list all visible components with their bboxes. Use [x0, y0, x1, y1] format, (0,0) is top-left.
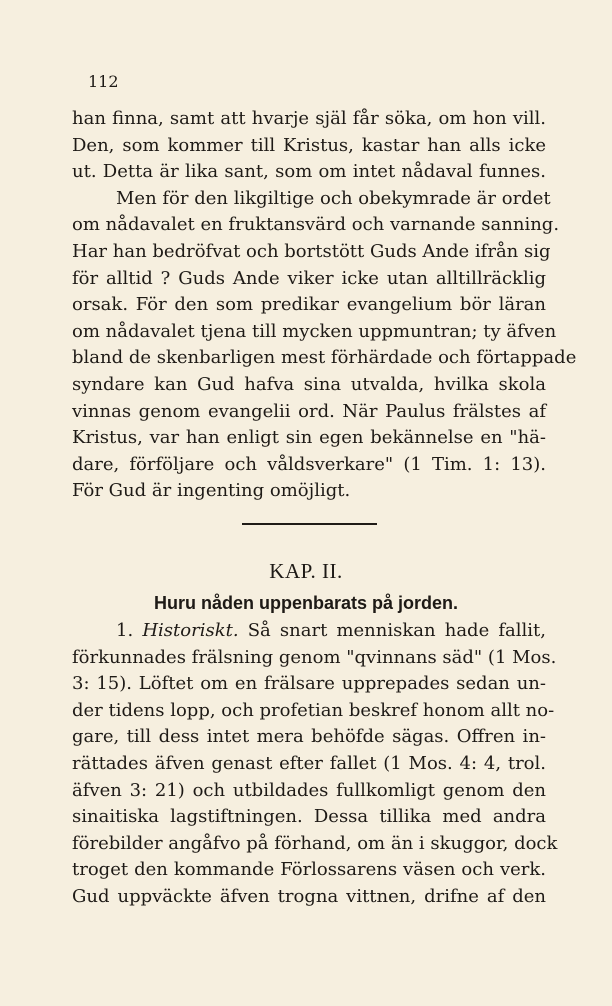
paragraph-line: Kristus, var han enligt sin egen bekännelse en "hä-: [72, 427, 546, 449]
paragraph-line: 3: 15). Löftet om en frälsare upprepades sedan un-: [72, 673, 546, 695]
paragraph-line: orsak. För den som predikar evangelium bör läran: [72, 294, 546, 316]
paragraph-line: För Gud är ingenting omöjligt.: [72, 480, 351, 502]
paragraph-line: gare, till dess intet mera behöfde sägas. Offren in-: [72, 726, 546, 748]
paragraph-line: äfven 3: 21) och utbildades fullkomligt genom den: [72, 779, 546, 801]
section-number: 1.: [116, 620, 143, 641]
paragraph-line: sinaitiska lagstiftningen. Dessa tillika med andra: [72, 806, 546, 828]
paragraph-line: förebilder angåfvo på förhand, om än i skuggor, dock: [72, 832, 558, 854]
paragraph-line: Gud uppväckte äfven trogna vittnen, drifne af den: [72, 885, 546, 907]
paragraph-block-1: [72, 106, 577, 505]
page-number: 112: [88, 72, 119, 91]
paragraph-line: ut. Detta är lika sant, som om intet nådaval funnes.: [72, 161, 546, 183]
paragraph-line: syndare kan Gud hafva sina utvalda, hvilka skola: [72, 373, 546, 395]
paragraph-first-line: [72, 618, 546, 645]
paragraph-line: rättades äfven genast efter fallet (1 Mos. 4: 4, trol.: [72, 752, 546, 774]
paragraph-line: bland de skenbarligen mest förhärdade och förtappade: [72, 347, 577, 369]
paragraph-line: förkunnades frälsning genom "qvinnans säd" (1 Mos.: [72, 646, 557, 668]
paragraph-line: Men för den likgiltige och obekymrade är ordet: [116, 187, 551, 209]
paragraph-line: om nådavalet tjena till mycken uppmuntran; ty äfven: [72, 320, 557, 342]
paragraph-line-rest: Så snart menniskan hade fallit,: [238, 620, 546, 641]
section-subheading: Historiskt.: [142, 620, 239, 641]
paragraph-line: för alltid ? Guds Ande viker icke utan alltillräcklig: [72, 267, 546, 289]
paragraph-line: dare, förföljare och våldsverkare" (1 Tim. 1: 13).: [72, 453, 546, 475]
chapter-title: KAP. II.: [269, 559, 343, 583]
paragraph-line: vinnas genom evangelii ord. När Paulus frälstes af: [72, 400, 546, 422]
paragraph-line: om nådavalet en fruktansvärd och varnande sanning.: [72, 214, 560, 236]
paragraph-line: troget den kommande Förlossarens väsen och verk.: [72, 859, 546, 881]
paragraph-line: han finna, samt att hvarje själ får söka, om hon vill.: [72, 108, 546, 129]
section-heading: Huru nåden uppenbarats på jorden.: [153, 593, 459, 613]
paragraph-block-2: [72, 618, 558, 911]
paragraph-line: Har han bedröfvat och bortstött Guds Ande ifrån sig: [72, 240, 551, 262]
section-divider: [242, 523, 377, 525]
paragraph-line: der tidens lopp, och profetian beskref honom allt no-: [72, 699, 555, 721]
paragraph-line: Den, som kommer till Kristus, kastar han alls icke: [72, 134, 546, 156]
